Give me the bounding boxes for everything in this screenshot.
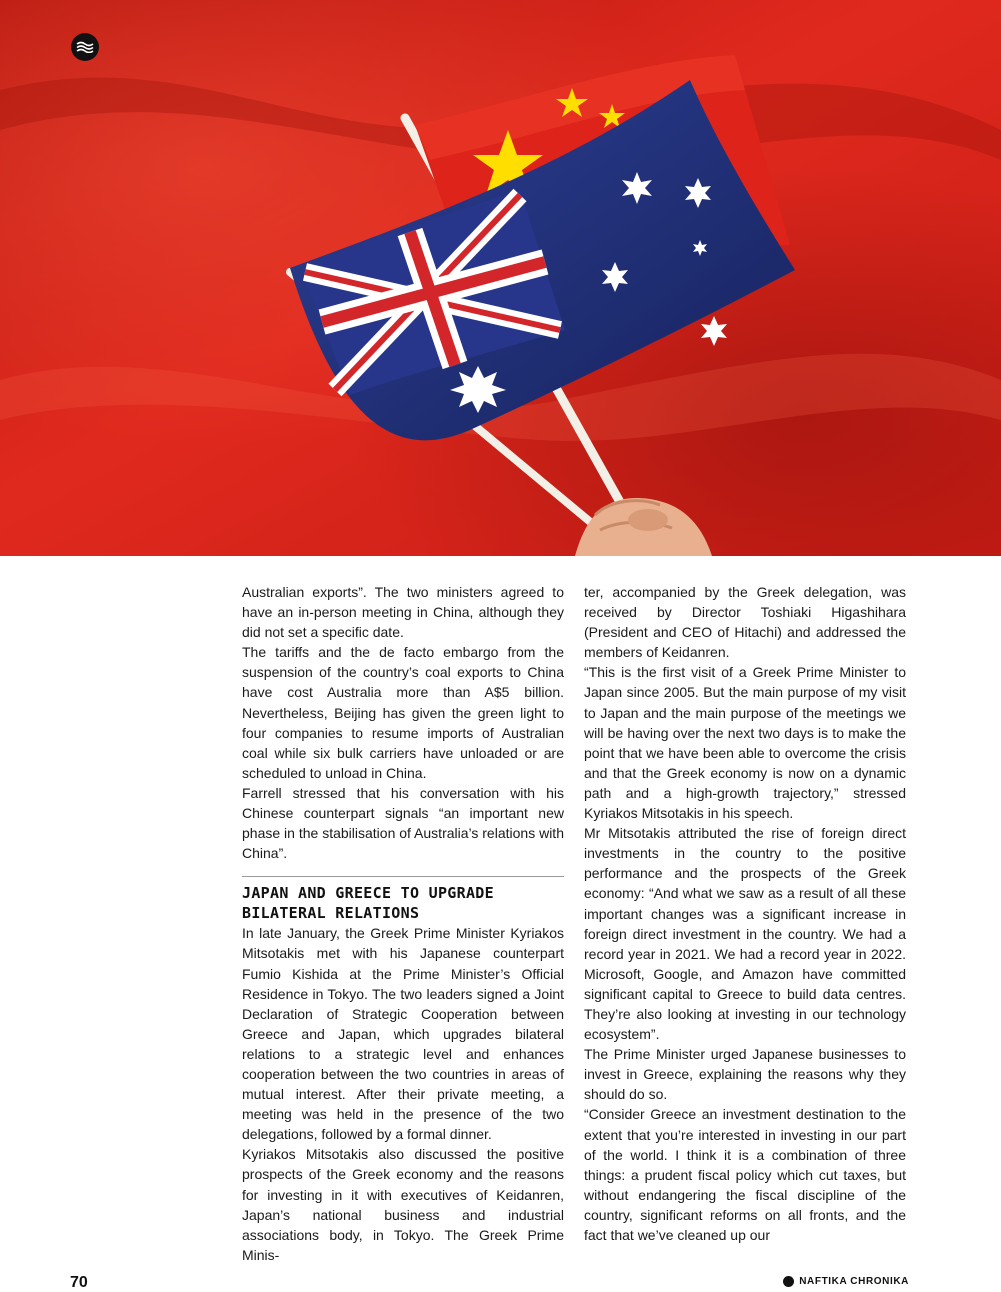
paragraph: ter, accompanied by the Greek delegation, was received by Director Toshiaki Higashihara (President and CEO of Hitachi) and addressed the members of Keidanren. [584,584,906,661]
paragraph: The tariffs and the de facto embargo from the suspension of the country’s coal exports to China have cost Australia more than A$5 billion. Nevertheless, Beijing has given the green light to four companies to resume imports of Australian coal while six bulk carriers have unloaded or are scheduled to unload in China. [242,644,564,781]
left-column [242,582,564,1265]
paragraph: Mr Mitsotakis attributed the rise of foreign direct investments in the country to the positive performance and the prospects of the Greek economy: “And what we saw as a result of all these important changes was a significant increase in foreign direct investment in the country. We had a record year in 2021. We had a record year in 2022. Microsoft, Google, and Amazon have committed significant capital to Greece to build data centres. They’re also looking at investing in our technology ecosystem”. [584,825,906,1043]
footer-brand [783,1276,909,1287]
paragraph: “Consider Greece an investment destination to the extent that you’re interested in investing in our part of the world. I think it is a combination of three things: a prudent fiscal policy which cut taxes, but without endangering the fiscal discipline of the country, significant reforms on all fronts, and the fact that we’ve cleaned up our [584,1106,906,1243]
paragraph: The Prime Minister urged Japanese businesses to invest in Greece, explaining the reasons why they should do so. [584,1046,906,1103]
brand-name: NAFTIKA CHRONIKA [799,1276,909,1287]
waves-icon [76,41,94,53]
right-column [584,582,906,1245]
paragraph: Farrell stressed that his conversation with his Chinese counterpart signals “an important new phase in the stabilisation of Australia’s relations with China”. [242,784,564,862]
page-number: 70 [70,1274,88,1291]
hero-photo [0,0,1001,556]
magazine-logo [71,33,99,61]
section-heading: JAPAN AND GREECE TO UPGRADE BILATERAL RELATIONS [242,884,494,923]
paragraph: In late January, the Greek Prime Minister Kyriakos Mitsotakis met with his Japanese counterpart Fumio Kishida at the Prime Minister’s Official Residence in Tokyo. The two leaders signed a Joint Declaration of Strategic Cooperation between Greece and Japan, which upgrades bilateral relations to a strategic level and enhances cooperation between the two countries in areas of mutual interest. After their private meeting, a meeting was held in the presence of the two delegations, followed by a formal dinner. [242,925,564,1143]
paragraph: “This is the first visit of a Greek Prime Minister to Japan since 2005. But the main purpose of my visit to Japan and the main purpose of the meetings we will be having over the next two days is to make the point that we have been able to overcome the crisis and that the Greek economy is now on a dynamic path and a high-growth trajectory,” stressed Kyriakos Mitsotakis in his speech. [584,664,906,822]
paragraph: Australian exports”. The two ministers agreed to have an in-person meeting in China, although they did not set a specific date. [242,584,564,641]
section-divider [242,876,564,877]
paragraph: Kyriakos Mitsotakis also discussed the positive prospects of the Greek economy and the reasons for investing in it with executives of Keidanren, Japan’s national business and industrial associations body, in Tokyo. The Greek Prime Minis- [242,1146,564,1263]
brand-logo-icon [783,1276,794,1287]
